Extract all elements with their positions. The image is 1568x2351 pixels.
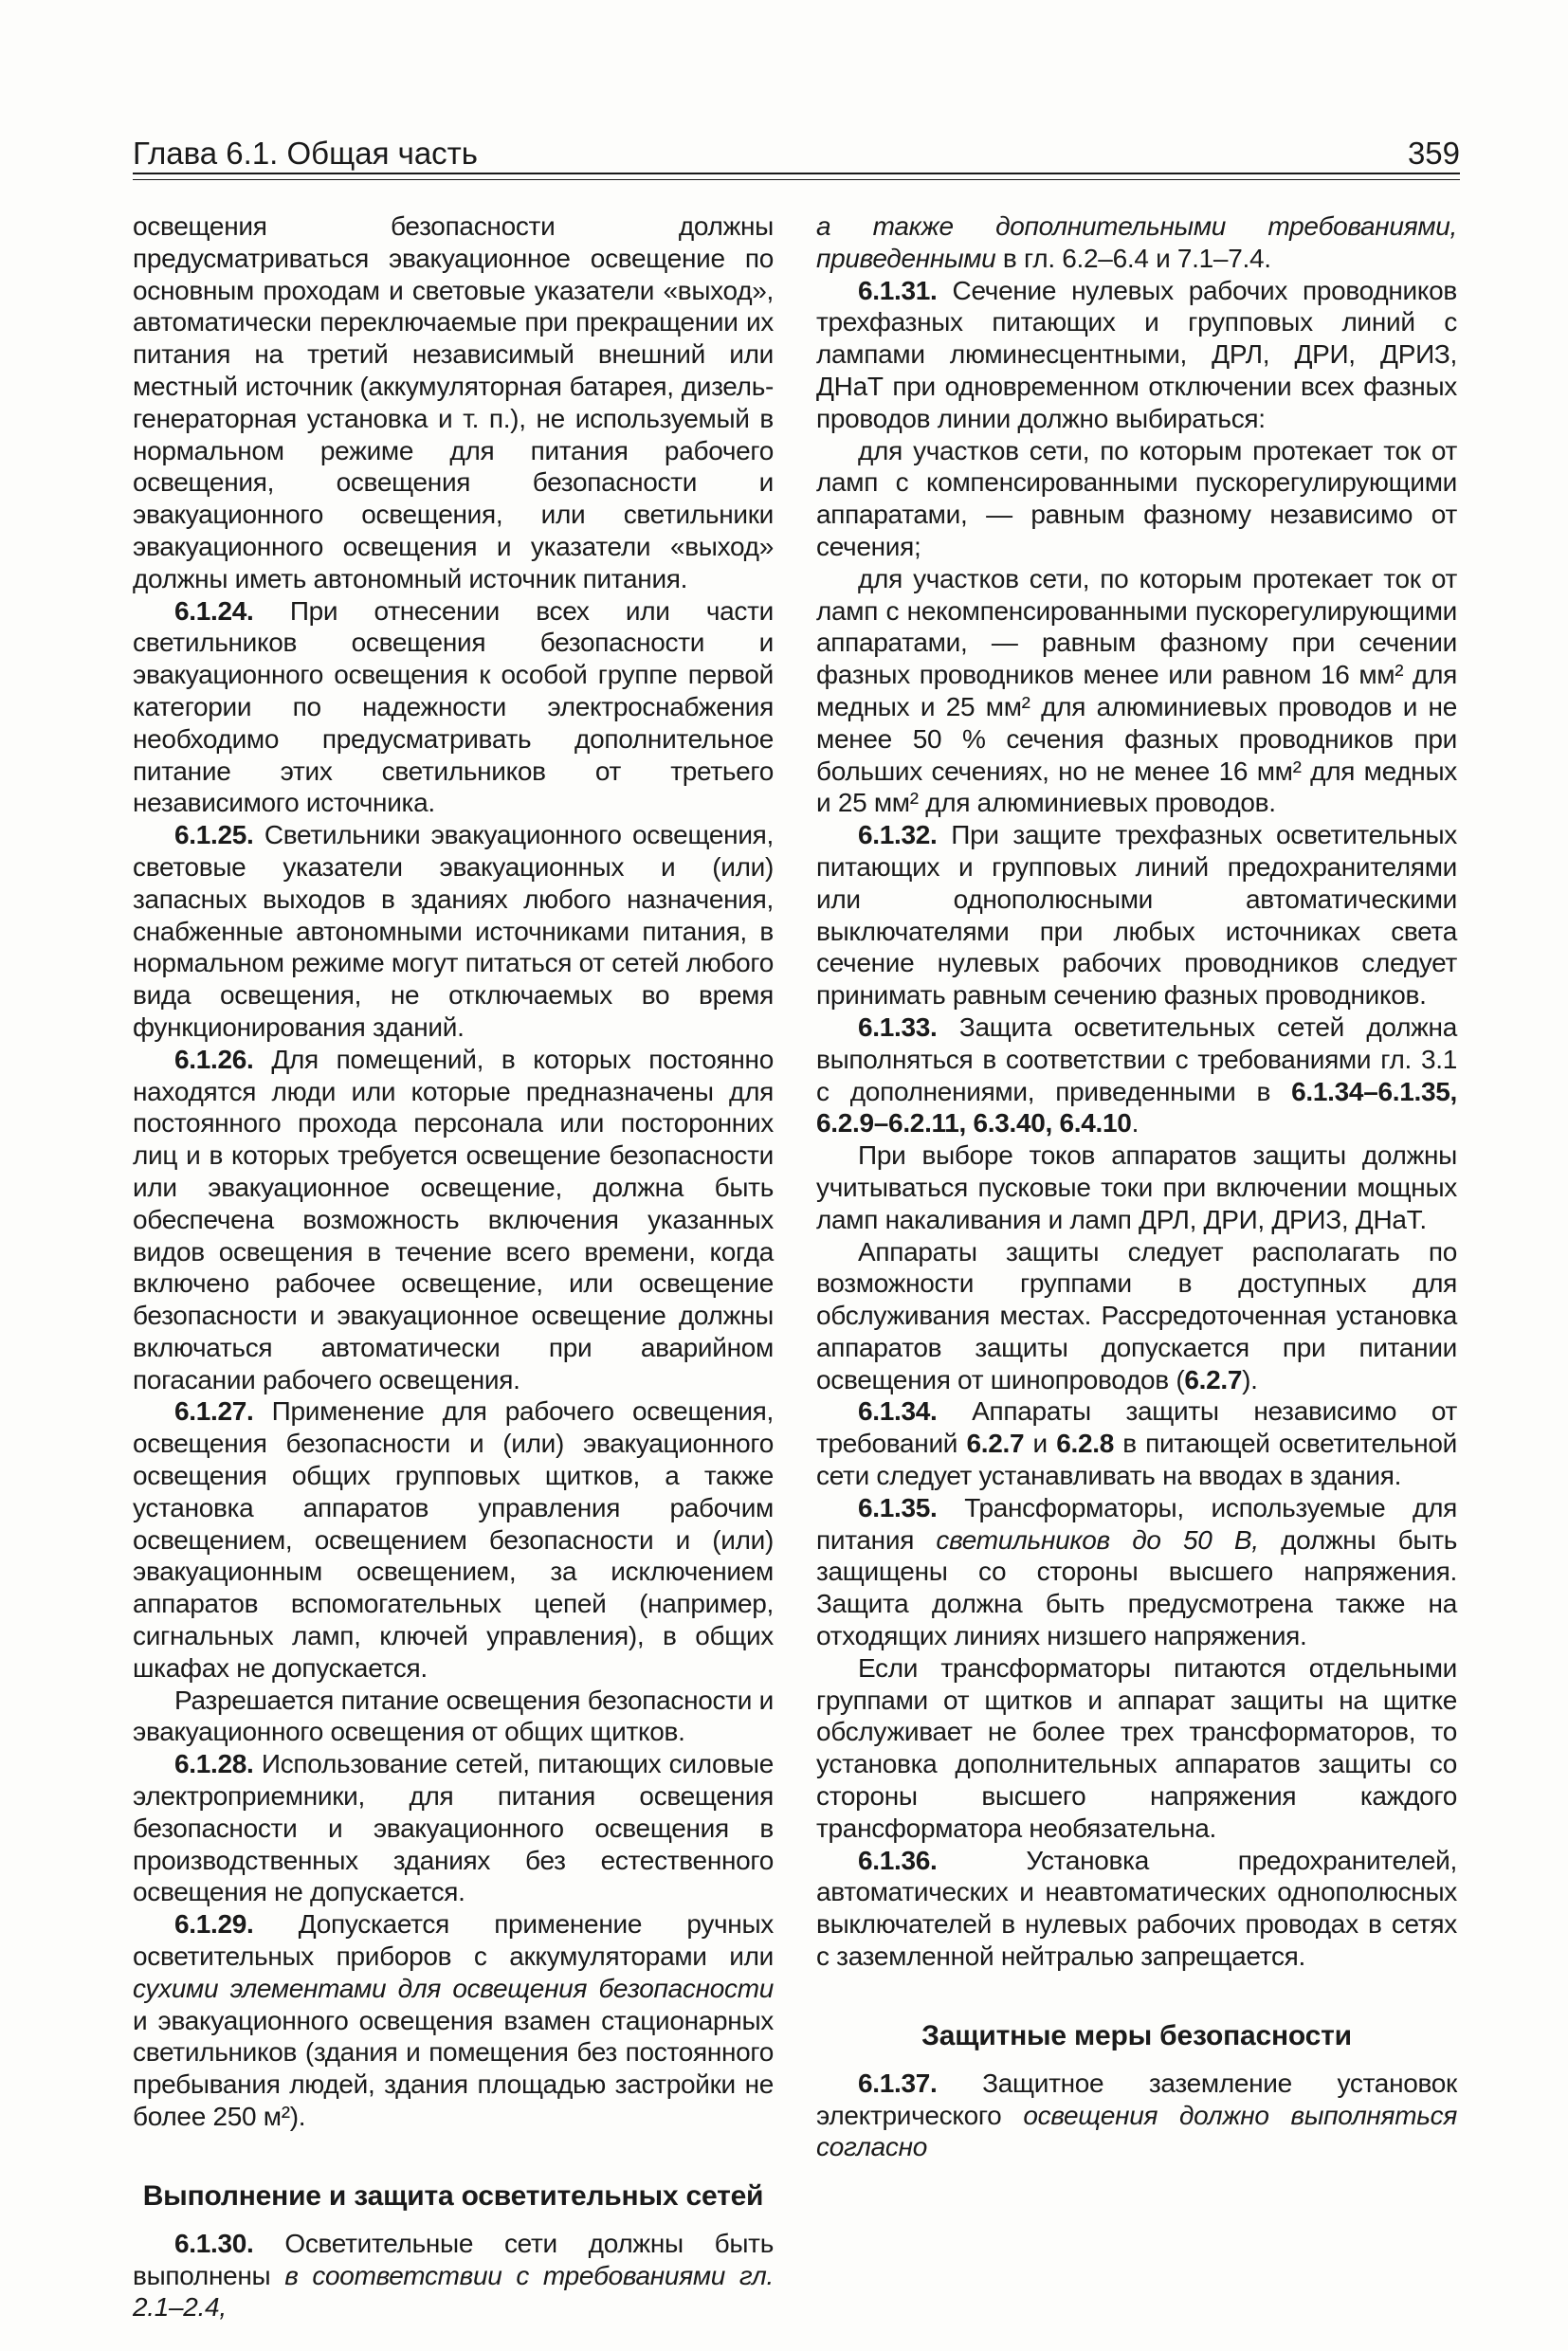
section-number: 6.1.34. [858,1396,938,1427]
text: и [1024,1429,1057,1459]
section-heading: Выполнение и защита осветительных сетей [142,2179,764,2212]
left-column [133,210,774,2324]
text: ). [1242,1364,1258,1394]
section-number: 6.1.28. [174,1749,254,1779]
header-rule-thin [133,179,1460,180]
section-6-1-29 [133,1908,774,2133]
section-6-1-31 [816,275,1457,435]
section-number: 6.1.27. [174,1396,254,1427]
section-text: Аппараты защиты независимо от требований [816,1396,1457,1459]
section-text: в питающей осветительной сети следует устанавливать на вводах в здания. [816,1429,1457,1491]
text: в гл. 6.2–6.4 и 7.1–7.4. [995,243,1271,273]
paragraph [816,210,1457,275]
section-text: Светильники эвакуационного освещения, световые указатели эвакуационных и (или) запасных выходов в зданиях любого назначения, снабженные автономными источниками питания, в нормальном режиме могут питаться от сетей любого вида освещения, не отключаемых во время функционирования зданий. [133,820,774,1042]
paragraph: для участков сети, по которым протекает ток от ламп с компенсированными пускорегулирующими аппаратами, — равным фазному независимо от сечения; [816,435,1457,561]
section-6-1-28 [133,1748,774,1908]
section-number: 6.1.36. [858,1845,938,1875]
cross-reference: 6.2.8 [1056,1429,1114,1459]
section-text: Защитное заземление установок электрического [816,2068,1457,2130]
section-text: Установка предохранителей, автоматических и неавтоматических однополюсных выключателей в нулевых рабочих проводах в сетях с заземленной нейтралью запрещается. [816,1845,1457,1972]
section-number: 6.1.31. [858,275,938,305]
section-text: Применение для рабочего освещения, освещения безопасности и (или) эвакуационного освещения общих групповых щитков, а также установка аппаратов управления рабочим освещением, освещением безопасности и (или) эвакуационным освещением, за исключением аппаратов вспомогательных цепей (например, сигнальных ламп, ключей управления), в общих шкафах не допускается. [133,1396,774,1683]
chapter-title: Глава 6.1. Общая часть [133,136,478,171]
paragraph [816,1236,1457,1396]
section-text: должны быть защищены со стороны высшего напряжения. Защита должна быть предусмотрена также на отходящих линиях низшего напряжения. [816,1524,1458,1651]
header-rule [133,173,1460,174]
section-6-1-35 [816,1492,1457,1652]
cross-reference: 6.2.7 [1184,1364,1243,1394]
text-italic: а также дополнительными требованиями, приведенными [816,211,1457,273]
right-column [816,210,1457,2163]
section-6-1-24 [133,595,774,820]
paragraph: освещения безопасности должны предусматриваться эвакуационное освещение по основным проходам и световые указатели «выход», автоматически переключаемые при прекращении их питания на третий независимый внешний или местный источник (аккумуляторная батарея, дизель-генераторная установка и т. п.), не используемый в нормальном режиме для питания рабочего освещения, освещения безопасности и эвакуационного освещения, или светильники эвакуационного освещения и указатели «выход» должны иметь автономный источник питания. [133,211,774,593]
section-number: 6.1.35. [858,1492,938,1522]
section-6-1-30 [133,2228,774,2324]
section-number: 6.1.30. [174,2228,254,2258]
section-text: При отнесении всех или части светильников освещения безопасности и эвакуационного освещения к особой группе первой категории по надежности электроснабжения необходимо предусматривать дополнительное питание этих светильников от третьего независимого источника. [133,595,774,818]
section-number: 6.1.32. [858,820,938,850]
section-text: Защита осветительных сетей должна выполняться в соответствии с требованиями гл. 3.1 с дополнениями, приведенными в [816,1011,1457,1106]
section-number: 6.1.26. [174,1044,254,1074]
text: . [1131,1108,1140,1139]
section-6-1-32 [816,819,1457,1011]
running-header [133,131,1460,173]
cross-reference: 6.2.7 [966,1429,1025,1459]
section-text: и эвакуационного освещения взамен стационарных светильников (здания и помещения без постоянного пребывания людей, здания площадью застройки не более 250 м²). [133,2005,774,2132]
section-text: Использование сетей, питающих силовые электроприемники, для питания освещения безопасности и эвакуационного освещения в производственных зданиях без естественного освещения не допускается. [133,1749,774,1907]
section-text: Сечение нулевых рабочих проводников трехфазных питающих и групповых линий с лампами люминесцентными, ДРЛ, ДРИ, ДРИЗ, ДНаТ при одновременном отключении всех фазных проводов линии должно выбираться: [816,275,1457,433]
section-6-1-33 [816,1011,1457,1139]
section-6-1-27 [133,1395,774,1684]
section-number: 6.1.37. [858,2068,938,2098]
section-6-1-34 [816,1395,1457,1491]
section-text-italic: в соответствии с требованиями гл. 2.1–2.4, [133,2260,774,2323]
section-heading: Защитные меры безопасности [921,2019,1352,2051]
paragraph: Разрешается питание освещения безопасности и эвакуационного освещения от общих щитков. [133,1685,774,1747]
section-text: Трансформаторы, используемые для питания [816,1492,1457,1555]
section-text: При защите трехфазных осветительных питающих и групповых линий предохранителями или однополюсными автоматическими выключателями при любых источниках света сечение нулевых рабочих проводников следует принимать равным сечению фазных проводников. [816,820,1457,1011]
section-number: 6.1.25. [174,820,254,850]
section-6-1-26 [133,1044,774,1396]
page-number: 359 [1407,136,1460,171]
section-text: Осветительные сети должны быть выполнены [133,2228,774,2290]
text: Аппараты защиты следует располагать по возможности группами в доступных для обслуживания местах. Рассредоточенная установка аппаратов защиты допускается при питании освещения от шинопроводов ( [816,1236,1457,1394]
section-text-italic: светильников до 50 В, [936,1524,1259,1555]
section-text-italic: освещения должно выполняться согласно [816,2100,1458,2162]
section-number: 6.1.24. [174,595,254,626]
section-6-1-25 [133,819,774,1044]
cross-reference: 6.1.34–6.1.35, 6.2.9–6.2.11, 6.3.40, 6.4.10 [816,1076,1457,1139]
section-text-italic: сухими элементами для освещения безопасности [133,1973,774,2003]
section-6-1-36 [816,1845,1457,1973]
paragraph: При выборе токов аппаратов защиты должны учитываться пусковые токи при включении мощных ламп накаливания и ламп ДРЛ, ДРИ, ДРИЗ, ДНаТ. [816,1140,1457,1234]
paragraph: Если трансформаторы питаются отдельными группами от щитков и аппарат защиты на щитке обслуживает не более трех трансформаторов, то установка дополнительных аппаратов защиты со стороны высшего напряжения каждого трансформатора необязательна. [816,1652,1457,1843]
section-6-1-37 [816,2068,1457,2163]
section-number: 6.1.29. [174,1909,254,1940]
section-text: Допускается применение ручных осветительных приборов с аккумуляторами или [133,1909,774,1972]
section-number: 6.1.33. [858,1011,938,1042]
paragraph: для участков сети, по которым протекает ток от ламп с некомпенсированными пускорегулирующими аппаратами, — равным фазному при сечении фазных проводников менее или равном 16 мм² для медных и 25 мм² для алюминиевых проводов и не менее 50 % сечения фазных проводников при больших сечениях, но не менее 16 мм² для медных и 25 мм² для алюминиевых проводов. [816,563,1457,818]
section-text: Для помещений, в которых постоянно находятся люди или которые предназначены для постоянного прохода персонала или посторонних лиц и в которых требуется освещение безопасности или эвакуационное освещение, должна быть обеспечена возможность включения указанных видов освещения в течение всего времени, когда включено рабочее освещение, или освещение безопасности и эвакуационное освещение должны включаться автоматически при аварийном погасании рабочего освещения. [133,1044,774,1394]
